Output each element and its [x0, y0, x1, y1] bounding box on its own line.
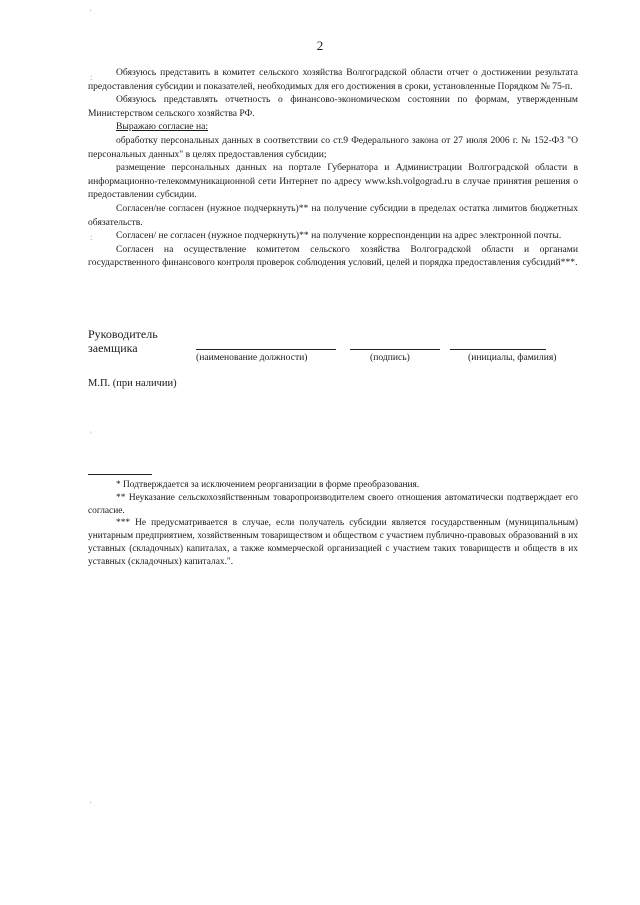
paragraph-inspection-consent: Согласен на осуществление комитетом сельского хозяйства Волгоградской области и органами государственного финансового контроля проверок соблюдения условий, целей и порядка предоставления субсидий***. — [88, 243, 578, 269]
signature-block — [88, 327, 578, 367]
paragraph-consent-heading — [88, 120, 578, 134]
footnote-3: *** Не предусматривается в случае, если получатель субсидии является государственным (муниципальным) унитарным предприятием, хозяйственным товариществом и обществом с участием публично-правовых образований в их уставных (складочных) капиталах, а также коммерческой организацией с участием таких товариществ и обществ в их уставных (складочных) капиталах.". — [88, 518, 578, 567]
scan-mark: : — [90, 232, 93, 242]
signatory-title — [88, 327, 158, 355]
initials-line — [450, 349, 546, 350]
scan-mark: ' — [90, 8, 92, 18]
paragraph-report-obligation: Обязуюсь представить в комитет сельского хозяйства Волгоградской области отчет о достижении результата предоставления субсидии и показателей, необходимых для его достижения в сроки, установленные Порядком № 75-п. — [88, 67, 578, 92]
footnote-1: * Подтверждается за исключением реорганизации в форме преобразования. — [116, 480, 420, 490]
signatory-title-line2: заемщика — [88, 341, 138, 355]
signature-caption: (подпись) — [370, 352, 410, 363]
position-line — [196, 349, 336, 350]
signatory-title-line1: Руководитель — [88, 327, 158, 341]
signature-line — [350, 349, 440, 350]
footnote-2: ** Неуказание сельскохозяйственным товаропроизводителем своего отношения автоматически подтверждает его согласие. — [88, 492, 578, 516]
scan-mark: ' — [90, 800, 92, 810]
stamp-place: М.П. (при наличии) — [88, 378, 177, 389]
paragraph-email-consent: Согласен/ не согласен (нужное подчеркнуть)** на получение корреспонденции на адрес электронной почты. — [116, 230, 562, 242]
page-number: 2 — [316, 38, 324, 53]
scan-mark: ' — [90, 430, 92, 440]
position-caption: (наименование должности) — [196, 352, 308, 363]
paragraph-subsidy-consent: Согласен/не согласен (нужное подчеркнуть)** на получение субсидии в пределах остатка лимитов бюджетных обязательств. — [88, 202, 578, 228]
paragraph-personal-data-publication: размещение персональных данных на портале Губернатора и Администрации Волгоградской области в информационно-телекоммуникационной сети Интернет по адресу www.ksh.volgograd.ru в случае принятия решения о предоставлении субсидии. — [88, 162, 578, 201]
initials-caption: (инициалы, фамилия) — [468, 352, 557, 363]
paragraph-personal-data-processing: обработку персональных данных в соответствии со ст.9 Федерального закона от 27 июля 2006 г. № 152-ФЗ "О персональных данных" в целях предоставления субсидии; — [88, 134, 578, 160]
footnote-divider — [88, 474, 152, 475]
paragraph-financial-reporting: Обязуюсь представлять отчетность о финансово-экономическом состоянии по формам, утвержденным Министерством сельского хозяйства РФ. — [88, 94, 578, 119]
scan-mark: : — [90, 72, 93, 82]
consent-heading: Выражаю согласие на: — [116, 121, 209, 133]
footnotes — [88, 479, 578, 569]
document-body — [88, 66, 578, 270]
